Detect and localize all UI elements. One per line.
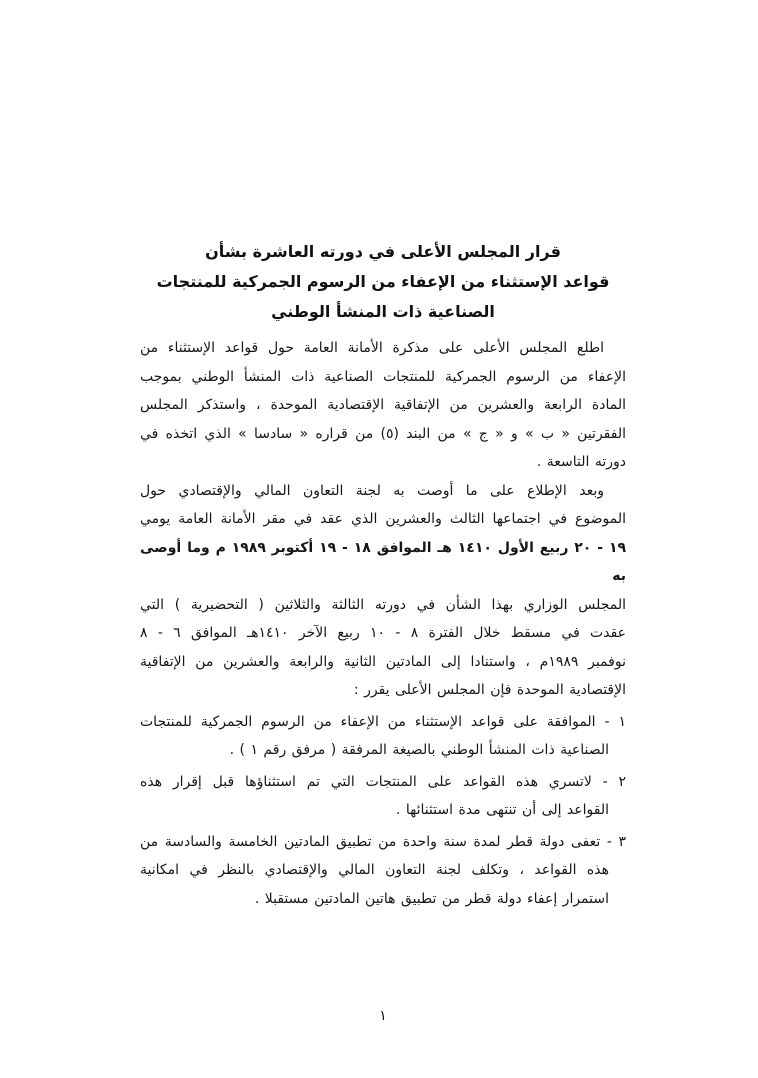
text-line: المجلس الوزاري بهذا الشأن في دورته الثالثة والثلاثين ( التحضيرية ) التي <box>140 596 626 613</box>
text-line: الصناعية ذات المنشأ الوطني بالصيغة المرفقة ( مرفق رقم ١ ) . <box>229 742 609 758</box>
text-line: اطلع المجلس الأعلى على مذكرة الأمانة العامة حول قواعد الإستثناء من <box>140 340 604 356</box>
text-line: نوفمبر ١٩٨٩م ، واستنادا إلى المادتين الثانية والرابعة والعشرين من الإتفاقية <box>140 653 626 670</box>
text-line: الفقرتين « ب » و « ج » من البند (٥) من قراره « سادسا » الذي اتخذه في <box>140 425 626 442</box>
text-line: وبعد الإطلاع على ما أوصت به لجنة التعاون المالي والإقتصادي حول <box>140 482 604 499</box>
text-line: الإعفاء من الرسوم الجمركية للمنتجات الصناعية ذات المنشأ الوطني بموجب <box>140 368 626 385</box>
text-line: ١ - الموافقة على قواعد الإستثناء من الإعفاء من الرسوم الجمركية للمنتجات <box>140 713 626 730</box>
text-line: ١٩ - ٢٠ ربيع الأول ١٤١٠ هـ الموافق ١٨ - ١٩ أكتوبر ١٩٨٩ م وما أوصى به <box>140 539 627 584</box>
decree-title <box>140 237 626 327</box>
decision-item-1 <box>140 708 626 765</box>
decree-title-line-2: قواعد الإستثناء من الإعفاء من الرسوم الجمركية للمنتجات <box>156 272 610 291</box>
document-content <box>140 237 626 913</box>
text-line: عقدت في مسقط خلال الفترة ٨ - ١٠ ربيع الآخر ١٤١٠هـ الموافق ٦ - ٨ <box>140 625 627 641</box>
text-line: ٢ - لاتسري هذه القواعد على المنتجات التي تم استثناؤها قبل إقرار هذه <box>140 773 626 790</box>
page-number: ١ <box>379 1008 387 1024</box>
text-line: دورته التاسعة . <box>536 454 626 470</box>
text-line: الإقتصادية الموحدة فإن المجلس الأعلى يقرر : <box>353 682 626 698</box>
text-line: الموضوع في اجتماعها الثالث والعشرين الذي عقد في مقر الأمانة العامة يومي <box>140 511 626 527</box>
text-line: ٣ - تعفى دولة قطر لمدة سنة واحدة من تطبيق المادتين الخامسة والسادسة من <box>140 833 626 850</box>
decision-item-2 <box>140 768 626 825</box>
text-line: هذه القواعد ، وتكلف لجنة التعاون المالي والإقتصادي بالنظر في امكانية <box>140 862 609 878</box>
text-line: المادة الرابعة والعشرين من الإتفاقية الإقتصادية الموحدة ، واستذكر المجلس <box>140 397 626 413</box>
decree-title-line-3: الصناعية ذات المنشأ الوطني <box>271 302 495 321</box>
opening-paragraph <box>140 334 626 477</box>
text-line: القواعد إلى أن تنتهى مدة استثنائها . <box>395 802 609 818</box>
text-line: استمرار إعفاء دولة قطر من تطبيق هاتين المادتين مستقبلا . <box>254 890 609 907</box>
decision-item-3 <box>140 828 626 914</box>
decree-title-line-1: قرار المجلس الأعلى في دورته العاشرة بشأن <box>205 242 561 261</box>
recommendation-paragraph <box>140 477 626 705</box>
decree-body <box>140 334 626 913</box>
